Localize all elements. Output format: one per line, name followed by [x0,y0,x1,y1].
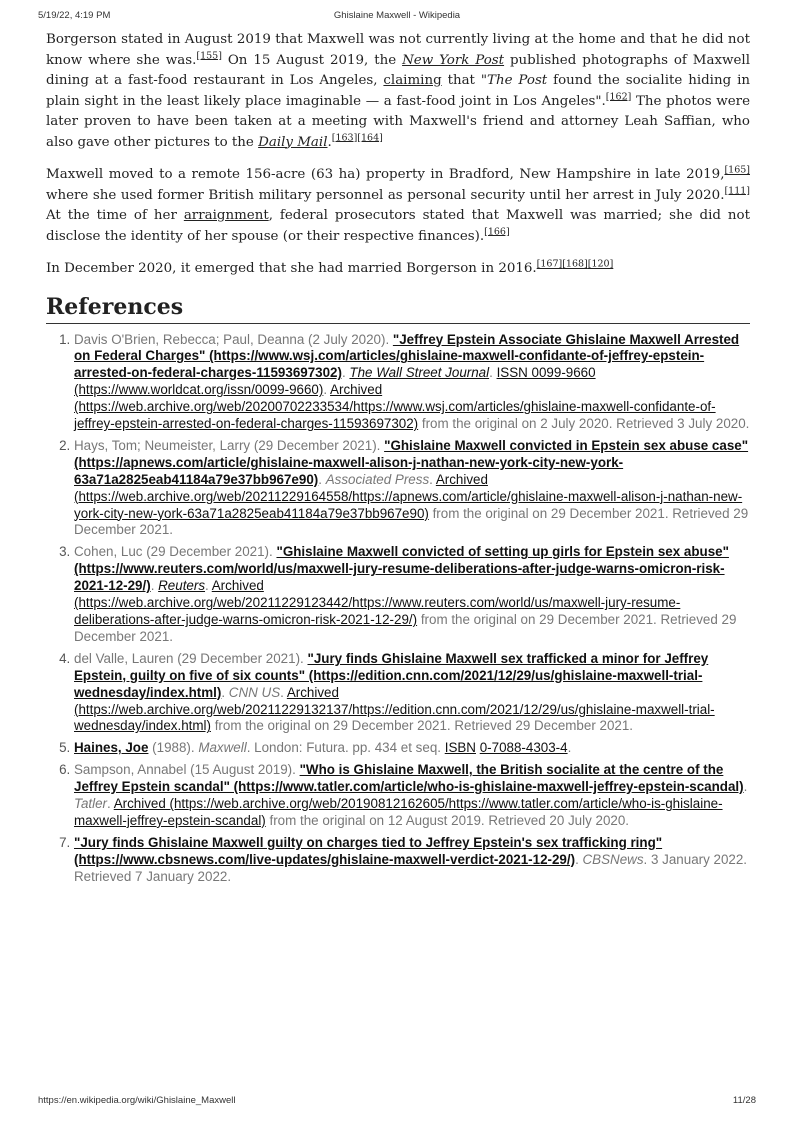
work-link[interactable]: The Wall Street Journal [349,365,490,381]
citation-link[interactable]: [155] [196,50,222,62]
citation-link[interactable]: [167] [536,258,563,270]
reference-item: 7. "Jury finds Ghislaine Maxwell guilty on charges tied to Jeffrey Epstein's sex trafficking ring" (https://www.cbsnews.com/live-updates/ghislaine-maxwell-verdict-2021-12-29/). CBSNews. 3 January 2022. Retrieved 7 January 2022. [74,835,750,886]
isbn-label-link[interactable]: ISBN [444,740,476,756]
paragraph-bradford: Maxwell moved to a remote 156-acre (63 ha) property in Bradford, New Hampshire in late 2019,[165] where she used former British military personnel as personal security until her arrest in July 2020.[111] At the time of her arraignment, federal prosecutors stated that Maxwell was married; she did not disclose the identity of her spouse (or their respective finances).[166] [46,164,750,244]
page-number: 11/28 [732,1095,756,1106]
archived-link[interactable]: Archived (https://web.archive.org/web/20211229132137/https://edition.cnn.com/2021/12/29/us/ghislaine-maxwell-trial-wednesday/index.html) [74,684,715,734]
daily-mail-link[interactable]: Daily Mail [258,134,328,150]
print-timestamp: 5/19/22, 4:19 PM [38,10,111,21]
reference-title-link[interactable]: "Ghislaine Maxwell convicted in Epstein sex abuse case" (https://apnews.com/article/ghislaine-maxwell-alison-j-nathan-new-york-city-new-york-63a71a2825eab41184a79e37bb967e90) [74,437,749,487]
article-content [46,30,750,891]
reference-title-link[interactable]: "Jury finds Ghislaine Maxwell guilty on charges tied to Jeffrey Epstein's sex trafficking ring" (https://www.cbsnews.com/live-updates/ghislaine-maxwell-verdict-2021-12-29/) [74,834,663,867]
print-header [38,10,756,24]
reference-title-link[interactable]: "Ghislaine Maxwell convicted of setting up girls for Epstein sex abuse" (https://www.reuters.com/world/us/maxwell-jury-resume-deliberations-after-judge-warns-omicron-risk-2021-12-29/) [74,544,729,594]
citation-link[interactable]: [164] [357,132,383,144]
print-page-title: Ghislaine Maxwell - Wikipedia [333,10,461,21]
work-name: CNN US [228,684,281,700]
citation-link[interactable]: [120] [587,258,614,270]
reference-item: 6. Sampson, Annabel (15 August 2019). "Who is Ghislaine Maxwell, the British socialite at the centre of the Jeffrey Epstein scandal" (https://www.tatler.com/article/who-is-ghislaine-maxwell-jeffrey-epstein-scandal). Tatler. Archived (https://web.archive.org/web/20190812162605/https://www.tatler.com/article/who-is-ghislaine-maxwell-jeffrey-epstein-scandal) from the original on 12 August 2019. Retrieved 20 July 2020. [74,762,750,830]
issn-link[interactable]: ISSN 0099-9660 (https://www.worldcat.org/issn/0099-9660) [74,365,596,398]
archived-link[interactable]: Archived (https://web.archive.org/web/20200702233534/https://www.wsj.com/articles/ghislaine-maxwell-confidante-of-jeffrey-epstein-arrested-on-federal-charges-11593697302) [74,382,716,432]
reference-list [46,332,750,886]
archived-link[interactable]: Archived (https://web.archive.org/web/20211229164558/https://apnews.com/article/ghislaine-maxwell-alison-j-nathan-new-york-city-new-york-63a71a2825eab41184a79e37bb967e90) [74,471,743,521]
citation-link[interactable]: [168] [562,258,588,270]
claiming-link[interactable]: claiming [383,73,442,88]
reference-item: 2. Hays, Tom; Neumeister, Larry (29 December 2021). "Ghislaine Maxwell convicted in Epstein sex abuse case" (https://apnews.com/article/ghislaine-maxwell-alison-j-nathan-new-york-city-new-york-63a71a2825eab41184a79e37bb967e90). Associated Press. Archived (https://web.archive.org/web/20211229164558/https://apnews.com/article/ghislaine-maxwell-alison-j-nathan-new-york-city-new-york-63a71a2825eab41184a79e37bb967e90) from the original on 29 December 2021. Retrieved 29 December 2021. [74,438,750,539]
reference-title-link[interactable]: "Jeffrey Epstein Associate Ghislaine Maxwell Arrested on Federal Charges" (https://www.wsj.com/articles/ghislaine-maxwell-confidante-of-jeffrey-epstein-arrested-on-federal-charges-11593697302) [74,331,740,381]
work-name: Associated Press [325,471,430,487]
citation-link[interactable]: [111] [724,185,750,197]
work-name: Tatler [74,796,107,812]
work-name: CBSNews [582,851,644,867]
paragraph-marriage: In December 2020, it emerged that she had married Borgerson in 2016.[167][168][120] [46,258,614,276]
reference-title-link[interactable]: "Who is Ghislaine Maxwell, the British socialite at the centre of the Jeffrey Epstein scandal" (https://www.tatler.com/article/who-is-ghislaine-maxwell-jeffrey-epstein-scandal) [74,762,744,795]
reference-item: 5. Haines, Joe (1988). Maxwell. London: Futura. pp. 434 et seq. ISBN 0-7088-4303-4. [74,740,750,757]
work-link[interactable]: Reuters [158,578,206,594]
new-york-post-link[interactable]: New York Post [402,52,505,68]
arraignment-link[interactable]: arraignment [183,208,269,223]
paragraph-borgerson: Borgerson stated in August 2019 that Maxwell was not currently living at the home and that he did not know where she was.[155] On 15 August 2019, the New York Post published photographs of Maxwell dining at a fast-food restaurant in Los Angeles, claiming that "The Post found the socialite hiding in plain sight in the least likely place imaginable — a fast-food joint in Los Angeles".[162] The photos were later proven to have been taken at a meeting with Maxwell's friend and attorney Leah Saffian, who also gave other pictures to the Daily Mail.[163][164] [46,32,751,150]
page-url: https://en.wikipedia.org/wiki/Ghislaine_Maxwell [38,1095,236,1106]
isbn-link[interactable]: 0-7088-4303-4 [479,740,568,756]
citation-link[interactable]: [166] [484,226,510,238]
work-name: Maxwell [198,740,247,756]
print-footer [38,1095,756,1109]
archived-link[interactable]: Archived (https://web.archive.org/web/20190812162605/https://www.tatler.com/article/who-is-ghislaine-maxwell-jeffrey-epstein-scandal) [74,796,723,828]
citation-link[interactable]: [165] [724,164,750,176]
archived-link[interactable]: Archived (https://web.archive.org/web/20211229123442/https://www.reuters.com/world/us/maxwell-jury-resume-deliberations-after-judge-warns-omicron-risk-2021-12-29/) [74,578,681,627]
references-heading: References [46,294,750,324]
reference-item: 3. Cohen, Luc (29 December 2021). "Ghislaine Maxwell convicted of setting up girls for Epstein sex abuse" (https://www.reuters.com/world/us/maxwell-jury-resume-deliberations-after-judge-warns-omicron-risk-2021-12-29/). Reuters. Archived (https://web.archive.org/web/20211229123442/https://www.reuters.com/world/us/maxwell-jury-resume-deliberations-after-judge-warns-omicron-risk-2021-12-29/) from the original on 29 December 2021. Retrieved 29 December 2021. [74,544,750,645]
reference-item: 1. Davis O'Brien, Rebecca; Paul, Deanna (2 July 2020). "Jeffrey Epstein Associate Ghislaine Maxwell Arrested on Federal Charges" (https://www.wsj.com/articles/ghislaine-maxwell-confidante-of-jeffrey-epstein-arrested-on-federal-charges-11593697302). The Wall Street Journal. ISSN 0099-9660 (https://www.worldcat.org/issn/0099-9660). Archived (https://web.archive.org/web/20200702233534/https://www.wsj.com/articles/ghislaine-maxwell-confidante-of-jeffrey-epstein-arrested-on-federal-charges-11593697302) from the original on 2 July 2020. Retrieved 3 July 2020. [74,332,750,433]
citation-link[interactable]: [163] [331,132,358,144]
citation-link[interactable]: [162] [605,91,632,103]
reference-item: 4. del Valle, Lauren (29 December 2021). "Jury finds Ghislaine Maxwell sex trafficked a minor for Jeffrey Epstein, guilty on five of six counts" (https://edition.cnn.com/2021/12/29/us/ghislaine-maxwell-trial-wednesday/index.html). CNN US. Archived (https://web.archive.org/web/20211229132137/https://edition.cnn.com/2021/12/29/us/ghislaine-maxwell-trial-wednesday/index.html) from the original on 29 December 2021. Retrieved 29 December 2021. [74,651,750,736]
author-link[interactable]: Haines, Joe [74,740,149,756]
reference-title-link[interactable]: "Jury finds Ghislaine Maxwell sex trafficked a minor for Jeffrey Epstein, guilty on five of six counts" (https://edition.cnn.com/2021/12/29/us/ghislaine-maxwell-trial-wednesday/index.html) [74,650,709,700]
